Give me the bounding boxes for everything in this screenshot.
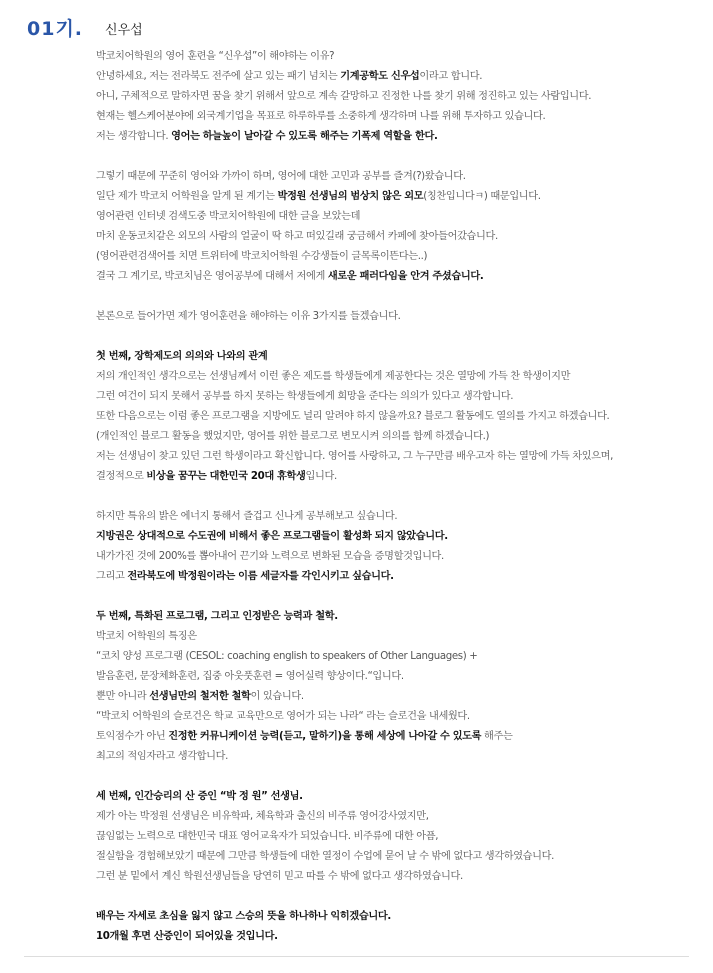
text-segment: 뿐만 아니라 bbox=[96, 691, 150, 702]
paragraph-line bbox=[96, 187, 706, 207]
text-segment: 입니다. bbox=[305, 471, 337, 482]
text-segment: 저는 선생님이 찾고 있던 그런 학생이라고 확신합니다. 영어를 사랑하고, 그 누구만큼 배우고자 하는 열망에 가득 차있으며, bbox=[96, 451, 614, 462]
paragraph-line bbox=[96, 227, 706, 247]
blank-line bbox=[96, 487, 706, 507]
paragraph-line bbox=[96, 507, 706, 527]
text-segment: 배우는 자세로 초심을 잃지 않고 스승의 뜻을 하나하나 익히겠습니다. bbox=[96, 911, 391, 922]
text-segment: 그런 분 밑에서 계신 학원선생님들을 당연히 믿고 따를 수 밖에 없다고 생각하였습니다. bbox=[96, 871, 463, 882]
text-segment: 이 있습니다. bbox=[250, 691, 304, 702]
text-segment: 박코치어학원의 영어 훈련을 “신우섭”이 해야하는 이유? bbox=[96, 51, 335, 62]
author-name: 신우섭 bbox=[105, 23, 143, 38]
paragraph-line bbox=[96, 307, 706, 327]
paragraph-line bbox=[96, 627, 706, 647]
entry-number: 01기. bbox=[27, 18, 84, 40]
bold-text: 지방권은 상대적으로 수도권에 비해서 좋은 프로그램들이 활성화 되지 않았습니다. bbox=[96, 531, 448, 542]
text-segment: 10개월 후면 산증인이 되어있을 것입니다. bbox=[96, 931, 278, 942]
bold-text: 비상을 꿈꾸는 대한민국 20대 휴학생 bbox=[146, 471, 306, 482]
text-segment: 또한 다음으로는 이럼 좋은 프로그램을 지방에도 널리 알려야 하지 않을까요? 블로그 활동에도 열의를 가지고 하겠습니다. bbox=[96, 411, 610, 422]
paragraph-line bbox=[96, 527, 706, 547]
text-segment: (개인적인 블로그 활동을 했었지만, 영어를 위한 블로그로 변모시켜 의의를 함께 하겠습니다.) bbox=[96, 431, 490, 442]
paragraph-line bbox=[96, 67, 706, 87]
bold-text: 선생님만의 철저한 철학 bbox=[149, 691, 251, 702]
text-segment: 그리고 bbox=[96, 571, 128, 582]
paragraph-line bbox=[96, 667, 706, 687]
text-segment: 본론으로 들어가면 제가 영어훈련을 해야하는 이유 3가지를 들겠습니다. bbox=[96, 311, 401, 322]
text-segment: 저의 개인적인 생각으로는 선생님께서 이런 좋은 제도를 학생들에게 제공한다는 것은 열망에 가득 찬 학생이지만 bbox=[96, 371, 571, 382]
paragraph-line bbox=[96, 727, 706, 747]
bold-text: 전라북도에 박정원이라는 이름 세글자를 각인시키고 싶습니다. bbox=[127, 571, 394, 582]
paragraph-line bbox=[96, 107, 706, 127]
paragraph-line bbox=[96, 267, 706, 287]
text-segment: 첫 번째, 장학제도의 의의와 나와의 관계 bbox=[96, 351, 268, 362]
text-segment: 그런 여건이 되지 못해서 공부를 하지 못하는 학생들에게 희망을 준다는 의의가 있다고 생각합니다. bbox=[96, 391, 514, 402]
text-segment: (칭찬입니다ㅋ) 때문입니다. bbox=[423, 191, 541, 202]
text-segment: (영어관련검색어를 치면 트위터에 박코치어학원 수강생들이 글목록이뜬다는..) bbox=[96, 251, 428, 262]
paragraph-line bbox=[96, 687, 706, 707]
paragraph-line bbox=[96, 447, 706, 467]
text-segment: 두 번째, 특화된 프로그램, 그리고 인정받은 능력과 철학. bbox=[96, 611, 338, 622]
text-segment: 결정적으로 bbox=[96, 471, 147, 482]
bold-text: 기계공학도 신우섭 bbox=[340, 71, 420, 82]
section-heading bbox=[96, 907, 706, 927]
paragraph-line bbox=[96, 847, 706, 867]
blank-line bbox=[96, 287, 706, 307]
bold-text: 박정원 선생님의 범상치 않은 외모 bbox=[277, 191, 424, 202]
text-segment: 저는 생각합니다. bbox=[96, 131, 172, 142]
blank-line bbox=[96, 887, 706, 907]
text-segment: “코치 양성 프로그램 (CESOL: coaching english to speakers of Other Languages) + bbox=[96, 651, 478, 662]
bold-text: 영어는 하늘높이 날아갈 수 있도록 해주는 기폭제 역할을 한다. bbox=[171, 131, 438, 142]
text-segment: 끊임없는 노력으로 대한민국 대표 영어교육자가 되었습니다. 비주류에 대한 아픔, bbox=[96, 831, 439, 842]
text-segment: 제가 아는 박정원 선생님은 비유학파, 체육학과 출신의 비주류 영어강사였지만, bbox=[96, 811, 429, 822]
paragraph-line bbox=[96, 247, 706, 267]
paragraph-line bbox=[96, 207, 706, 227]
bold-text: 진정한 커뮤니케이션 능력(듣고, 말하기)을 통해 세상에 나아갈 수 있도록 bbox=[168, 731, 482, 742]
paragraph-line bbox=[96, 87, 706, 107]
text-segment: “박코치 어학원의 슬로건은 학교 교육만으로 영어가 되는 나라“ 라는 슬로건을 내세웠다. bbox=[96, 711, 470, 722]
section-heading bbox=[96, 787, 706, 807]
text-segment: 최고의 적임자라고 생각합니다. bbox=[96, 751, 229, 762]
text-segment: 발음훈련, 문장체화훈련, 집중 아웃풋훈련 = 영어실력 향상이다.“입니다. bbox=[96, 671, 404, 682]
paragraph-line bbox=[96, 467, 706, 487]
text-segment: 박코치 어학원의 특징은 bbox=[96, 631, 197, 642]
paragraph-line bbox=[96, 47, 706, 67]
paragraph-line bbox=[96, 427, 706, 447]
bottom-divider bbox=[24, 956, 689, 957]
paragraph-line bbox=[96, 707, 706, 727]
blank-line bbox=[96, 327, 706, 347]
text-segment: 내가가진 것에 200%를 뽑아내어 끈기와 노력으로 변화된 모습을 증명할것입니다. bbox=[96, 551, 444, 562]
text-segment: 영어관련 인터넷 검색도중 박코치어학원에 대한 글을 보았는데 bbox=[96, 211, 361, 222]
essay-body bbox=[96, 47, 706, 947]
text-segment: 절실함을 경험해보았기 때문에 그만큼 학생들에 대한 열정이 수업에 묻어 날 수 밖에 없다고 생각하였습니다. bbox=[96, 851, 555, 862]
bold-text: 새로운 패러다임을 안겨 주셨습니다. bbox=[327, 271, 484, 282]
paragraph-line bbox=[96, 167, 706, 187]
paragraph-line bbox=[96, 127, 706, 147]
blank-line bbox=[96, 587, 706, 607]
paragraph-line bbox=[96, 807, 706, 827]
paragraph-line bbox=[96, 827, 706, 847]
blank-line bbox=[96, 147, 706, 167]
text-segment: 세 번째, 인간승리의 산 증인 “박 정 원” 선생님. bbox=[96, 791, 303, 802]
paragraph-line bbox=[96, 407, 706, 427]
section-heading bbox=[96, 347, 706, 367]
text-segment: 하지만 특유의 밝은 에너지 통해서 즐겁고 신나게 공부해보고 싶습니다. bbox=[96, 511, 398, 522]
text-segment: 안녕하세요, 저는 전라북도 전주에 살고 있는 패기 넘치는 bbox=[96, 71, 341, 82]
text-segment: 해주는 bbox=[481, 731, 513, 742]
paragraph-line bbox=[96, 387, 706, 407]
section-heading bbox=[96, 607, 706, 627]
paragraph-line bbox=[96, 647, 706, 667]
section-heading bbox=[96, 927, 706, 947]
paragraph-line bbox=[96, 747, 706, 767]
text-segment: 마치 운동코치같은 외모의 사람의 얼굴이 딱 하고 떠있길래 궁금해서 카페에 찾아들어갔습니다. bbox=[96, 231, 498, 242]
text-segment: 현재는 헬스케어분야에 외국계기업을 목표로 하루하루를 소중하게 생각하며 나를 위해 투자하고 있습니다. bbox=[96, 111, 546, 122]
paragraph-line bbox=[96, 867, 706, 887]
text-segment: 그렇기 때문에 꾸준히 영어와 가까이 하며, 영어에 대한 고민과 공부를 즐겨(?)왔습니다. bbox=[96, 171, 466, 182]
text-segment: 아니, 구체적으로 말하자면 꿈을 찾기 위해서 앞으로 계속 갈망하고 진정한 나를 찾기 위해 정진하고 있는 사람입니다. bbox=[96, 91, 592, 102]
blank-line bbox=[96, 767, 706, 787]
paragraph-line bbox=[96, 367, 706, 387]
paragraph-line bbox=[96, 547, 706, 567]
text-segment: 결국 그 계기로, 박코치님은 영어공부에 대해서 저에게 bbox=[96, 271, 328, 282]
text-segment: 이라고 합니다. bbox=[419, 71, 483, 82]
entry-header bbox=[27, 14, 143, 41]
paragraph-line bbox=[96, 567, 706, 587]
text-segment: 일단 제가 박코치 어학원을 알게 된 계기는 bbox=[96, 191, 278, 202]
text-segment: 토익점수가 아닌 bbox=[96, 731, 169, 742]
